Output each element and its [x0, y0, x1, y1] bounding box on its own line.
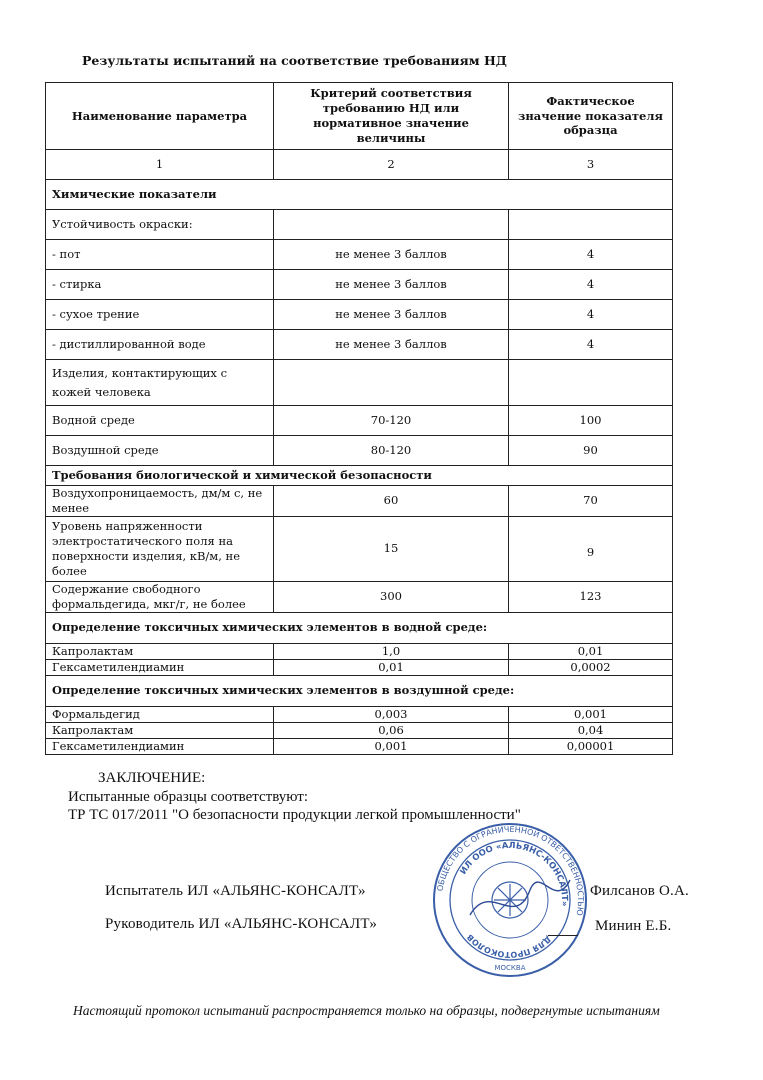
param-name: Устойчивость окраски:	[46, 210, 274, 240]
param-value: 4	[509, 270, 673, 300]
param-criterion: не менее 3 баллов	[274, 240, 509, 270]
column-number: 2	[274, 150, 509, 180]
param-name: Воздухопроницаемость, дм/м с, не менее	[46, 486, 274, 517]
param-value: 90	[509, 436, 673, 466]
param-criterion: 70-120	[274, 406, 509, 436]
table-row	[46, 436, 673, 466]
param-name: Содержание свободного формальдегида, мкг/г, не более	[46, 581, 274, 612]
table-row	[46, 706, 673, 722]
table-row	[46, 360, 673, 406]
param-value: 0,0002	[509, 659, 673, 675]
param-criterion: не менее 3 баллов	[274, 330, 509, 360]
param-criterion: 1,0	[274, 643, 509, 659]
param-criterion: 0,01	[274, 659, 509, 675]
table-row	[46, 406, 673, 436]
table-row	[46, 210, 673, 240]
head-role: Руководитель ИЛ «АЛЬЯНС-КОНСАЛТ»	[105, 916, 378, 932]
table-row	[46, 270, 673, 300]
table-row	[46, 486, 673, 517]
param-value: 4	[509, 240, 673, 270]
header-parameter: Наименование параметра	[46, 83, 274, 150]
param-criterion: 0,003	[274, 706, 509, 722]
param-name: Воздушной среде	[46, 436, 274, 466]
param-name: - сухое трение	[46, 300, 274, 330]
stamp-outer-text: ОБЩЕСТВО С ОГРАНИЧЕННОЙ ОТВЕТСТВЕННОСТЬЮ	[435, 824, 586, 917]
stamp-inner-text: ДЛЯ ПРОТОКОЛОВ	[465, 932, 553, 960]
param-name: Водной среде	[46, 406, 274, 436]
table-row	[46, 722, 673, 738]
table-row	[46, 659, 673, 675]
section-bio: Требования биологической и химической безопасности	[46, 466, 673, 486]
conclusion-line-2: ТР ТС 017/2011 "О безопасности продукции легкой промышленности"	[68, 807, 521, 823]
param-criterion: 0,06	[274, 722, 509, 738]
param-criterion: 15	[274, 516, 509, 581]
conclusion-heading: ЗАКЛЮЧЕНИЕ:	[98, 770, 206, 786]
param-name: Гексаметилендиамин	[46, 738, 274, 754]
footer-note: Настоящий протокол испытаний распространяется только на образцы, подвергнутые испытаниям	[73, 1003, 660, 1018]
stamp-emblem-icon	[492, 882, 528, 918]
param-criterion: 80-120	[274, 436, 509, 466]
param-criterion: 60	[274, 486, 509, 517]
table-row	[46, 581, 673, 612]
section-row	[46, 675, 673, 706]
header-actual: Фактическое значение показателя образца	[509, 83, 673, 150]
column-number: 1	[46, 150, 274, 180]
param-value: 4	[509, 300, 673, 330]
param-criterion: 300	[274, 581, 509, 612]
table-header-row	[46, 83, 673, 150]
section-row	[46, 180, 673, 210]
tester-name: Филсанов О.А.	[590, 883, 689, 899]
param-name: - дистиллированной воде	[46, 330, 274, 360]
param-name: Капролактам	[46, 722, 274, 738]
param-name: Гексаметилендиамин	[46, 659, 274, 675]
results-table	[45, 82, 673, 755]
param-name: Изделия, контактирующих с кожей человека	[46, 360, 274, 406]
param-criterion: не менее 3 баллов	[274, 300, 509, 330]
param-value: 123	[509, 581, 673, 612]
param-value: 0,00001	[509, 738, 673, 754]
param-name: Формальдегид	[46, 706, 274, 722]
param-value: 9	[509, 516, 673, 581]
stamp-city-text: МОСКВА	[494, 964, 526, 972]
table-row	[46, 738, 673, 754]
column-number-row	[46, 150, 673, 180]
section-water: Определение токсичных химических элементов в водной среде:	[46, 612, 673, 643]
report-title: Результаты испытаний на соответствие требованиям НД	[82, 53, 507, 68]
param-value: 0,04	[509, 722, 673, 738]
table-row	[46, 516, 673, 581]
param-name: Капролактам	[46, 643, 274, 659]
table-row	[46, 643, 673, 659]
param-name: - стирка	[46, 270, 274, 300]
signature-line	[548, 935, 578, 936]
column-number: 3	[509, 150, 673, 180]
tester-role: Испытатель ИЛ «АЛЬЯНС-КОНСАЛТ»	[105, 883, 366, 899]
section-air: Определение токсичных химических элементов в воздушной среде:	[46, 675, 673, 706]
table-row	[46, 330, 673, 360]
param-name: Уровень напряженности электростатического поля на поверхности изделия, кВ/м, не более	[46, 516, 274, 581]
stamp-org-text: ИЛ ООО «АЛЬЯНС-КОНСАЛТ»	[458, 840, 570, 907]
head-name: Минин Е.Б.	[595, 918, 672, 934]
section-chemical: Химические показатели	[46, 180, 673, 210]
section-row	[46, 612, 673, 643]
organization-stamp	[430, 820, 590, 980]
conclusion-line-1: Испытанные образцы соответствуют:	[68, 789, 309, 805]
table-row	[46, 300, 673, 330]
param-criterion: 0,001	[274, 738, 509, 754]
section-row	[46, 466, 673, 486]
param-value: 100	[509, 406, 673, 436]
param-value: 0,001	[509, 706, 673, 722]
header-criterion: Критерий соответствия требованию НД или нормативное значение величины	[274, 83, 509, 150]
param-value: 4	[509, 330, 673, 360]
param-name: - пот	[46, 240, 274, 270]
param-value: 70	[509, 486, 673, 517]
param-value: 0,01	[509, 643, 673, 659]
param-criterion: не менее 3 баллов	[274, 270, 509, 300]
table-row	[46, 240, 673, 270]
